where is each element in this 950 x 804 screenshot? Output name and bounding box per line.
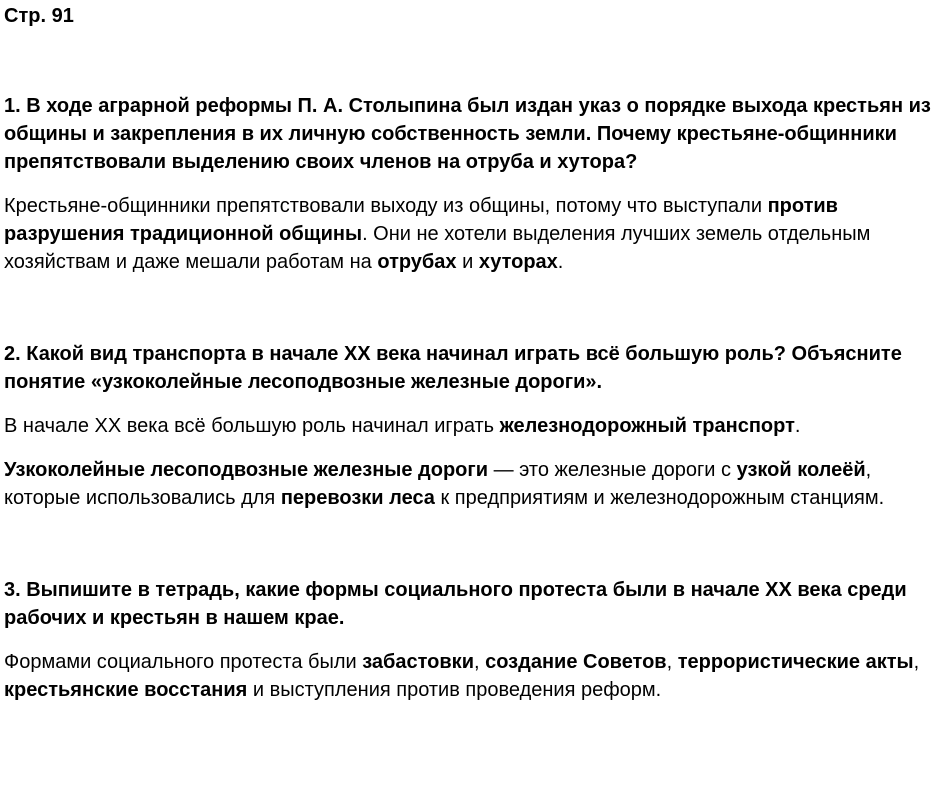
answer-2a-text-2: . (794, 415, 801, 437)
page-number-label: Стр. 91 (4, 5, 74, 27)
question-block-3 (4, 576, 944, 704)
answer-2b-bold-1: Узкоколейные лесоподвозные железные дороги (4, 459, 489, 481)
answer-3-text-3: , (666, 651, 678, 673)
answer-1-bold-2: отрубах (377, 251, 457, 273)
answer-1-text-4: . (557, 251, 564, 273)
answer-2b-text-3: к предприятиям и железнодорожным станциям. (434, 487, 885, 509)
answer-3-text-1: Формами социального протеста были (4, 651, 363, 673)
question-block-1 (4, 92, 944, 276)
answer-3-text-2: , (473, 651, 486, 673)
answer-1-text-3: и (456, 251, 479, 273)
answer-2b-bold-3: перевозки леса (280, 487, 435, 509)
question-3: 3. Выпишите в тетрадь, какие формы социального протеста были в начале XX века среди рабочих и крестьян в нашем крае. (4, 579, 907, 629)
answer-3-bold-2: создание Советов (485, 651, 667, 673)
answer-2a-text-1: В начале XX века всё большую роль начинал играть (4, 415, 500, 437)
answer-1-text-1: Крестьяне-общинники препятствовали выходу из общины, потому что выступали (4, 195, 768, 217)
answer-3-text-4: , (913, 651, 920, 673)
question-1: 1. В ходе аграрной реформы П. А. Столыпина был издан указ о порядке выхода крестьян из общины и закрепления в их личную собственность земли. Почему крестьяне-общинники препятствовали выделению своих членов на отруба и хутора? (4, 95, 931, 173)
answer-3-bold-1: забастовки (362, 651, 474, 673)
question-2: 2. Какой вид транспорта в начале XX века начинал играть всё большую роль? Объясните понятие «узкоколейные лесоподвозные железные дороги». (4, 343, 902, 393)
answer-1-bold-3: хуторах (478, 251, 558, 273)
answer-1-text-2: . Они не хотели выделения лучших земель отдельным хозяйствам и даже мешали работам на (4, 223, 871, 273)
answer-3-text-5: и выступления против проведения реформ. (247, 679, 662, 701)
answer-2a (4, 412, 944, 440)
answer-2b-text-1: — это железные дороги с (488, 459, 737, 481)
answer-1 (4, 192, 944, 276)
answer-3 (4, 648, 944, 704)
answer-3-bold-4: крестьянские восстания (4, 679, 248, 701)
document-page (0, 4, 950, 804)
answer-1-bold-1: против разрушения традиционной общины (4, 195, 838, 245)
answer-2b (4, 456, 944, 512)
answer-2b-text-2: , которые использовались для (4, 459, 872, 509)
answer-2a-bold-1: железнодорожный транспорт (499, 415, 795, 437)
answer-3-bold-3: террористические акты (677, 651, 914, 673)
answer-2b-bold-2: узкой колеёй (736, 459, 866, 481)
question-block-2 (4, 340, 944, 512)
